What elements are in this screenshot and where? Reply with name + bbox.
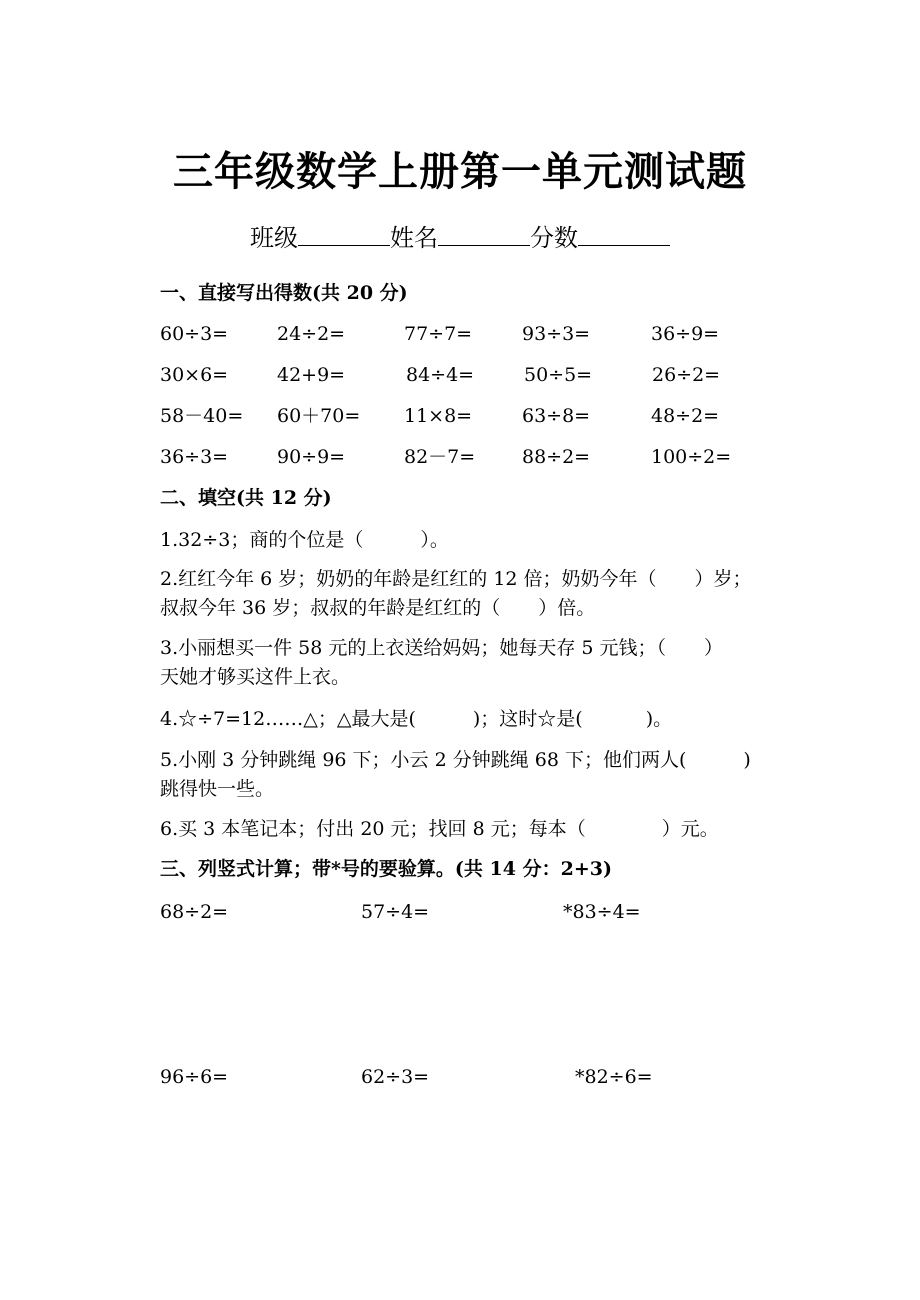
question-text: 3.小丽想买一件 58 元的上衣送给妈妈；她每天存 5 元钱；（ ） [160,637,724,659]
class-blank[interactable] [298,223,390,246]
vertical-calc-item: 68÷2= [160,901,229,923]
question-text: 5.小刚 3 分钟跳绳 96 下；小云 2 分钟跳绳 68 下；他们两人( ) [160,749,751,771]
calc-item: 11×8= [404,405,473,427]
calc-item: 77÷7= [404,323,473,345]
calc-item: 63÷8= [522,405,591,427]
calc-item: 50÷5= [524,364,593,386]
calc-item: 48÷2= [651,405,720,427]
score-label: 分数 [530,224,578,252]
section1-heading: 一、直接写出得数(共 20 分) [160,282,408,304]
calc-item: 82－7= [404,446,476,468]
calc-row [0,363,920,387]
score-blank[interactable] [578,223,670,246]
question-text: 叔叔今年 36 岁；叔叔的年龄是红红的（ ）倍。 [160,597,596,619]
calc-item: 58－40= [160,405,244,427]
vertical-calc-row [0,900,920,924]
question-text: 4.☆÷7=12……△；△最大是( )；这时☆是( )。 [160,708,673,730]
vertical-calc-item: 57÷4= [361,901,430,923]
class-label: 班级 [250,224,298,252]
vertical-calc-row [0,1065,920,1089]
question-3 [160,634,780,692]
student-info-line [0,222,920,254]
calc-item: 42+9= [277,364,346,386]
question-1 [160,526,780,555]
name-label: 姓名 [390,224,438,252]
question-text: 天她才够买这件上衣。 [160,666,351,688]
question-5 [160,746,780,804]
calc-item: 30×6= [160,364,229,386]
question-text: 跳得快一些。 [160,778,275,800]
calc-item: 60÷3= [160,323,229,345]
calc-item: 93÷3= [522,323,591,345]
page-title: 三年级数学上册第一单元测试题 [173,148,747,195]
calc-item: 84÷4= [406,364,475,386]
calc-row [0,322,920,346]
question-text: 6.买 3 本笔记本；付出 20 元；找回 8 元；每本（ ）元。 [160,818,719,840]
calc-item: 90÷9= [277,446,346,468]
calc-item: 88÷2= [522,446,591,468]
calc-row [0,445,920,469]
calc-item: 24÷2= [277,323,346,345]
calc-item: 36÷9= [651,323,720,345]
question-text: 1.32÷3；商的个位是（ ）。 [160,529,449,551]
vertical-calc-item: 62÷3= [361,1066,430,1088]
question-2 [160,565,780,623]
section2-heading: 二、填空(共 12 分) [160,487,332,509]
calc-item: 60＋70= [277,405,361,427]
calc-item: 26÷2= [652,364,721,386]
calc-item: 36÷3= [160,446,229,468]
question-6 [160,815,780,844]
section3-heading: 三、列竖式计算；带*号的要验算。(共 14 分：2+3) [160,858,612,880]
question-text: 2.红红今年 6 岁；奶奶的年龄是红红的 12 倍；奶奶今年（ ）岁； [160,568,752,590]
vertical-calc-item: *83÷4= [563,901,641,923]
question-4 [160,705,780,734]
vertical-calc-item: 96÷6= [160,1066,229,1088]
calc-item: 100÷2= [651,446,732,468]
name-blank[interactable] [438,223,530,246]
calc-row [0,404,920,428]
vertical-calc-item: *82÷6= [575,1066,653,1088]
